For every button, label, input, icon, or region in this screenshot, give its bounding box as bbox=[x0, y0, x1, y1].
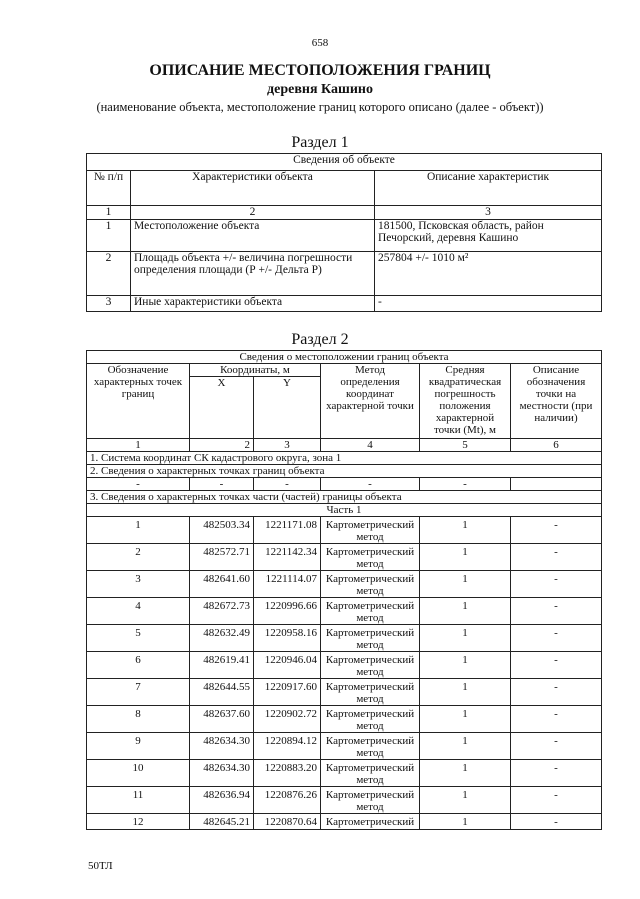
point-number: 8 bbox=[87, 706, 190, 733]
coord-y: 1220894.12 bbox=[254, 733, 321, 760]
precision: 1 bbox=[420, 517, 511, 544]
coord-x: 482644.55 bbox=[190, 679, 254, 706]
table-row bbox=[87, 220, 602, 252]
point-number: 12 bbox=[87, 814, 190, 830]
coord-x: 482619.41 bbox=[190, 652, 254, 679]
point-description: - bbox=[511, 517, 602, 544]
document-description: (наименование объекта, местоположение границ которого описано (далее - объект)) bbox=[96, 100, 544, 114]
method: Картометрический метод bbox=[321, 544, 420, 571]
coord-y: 1220902.72 bbox=[254, 706, 321, 733]
point-description: - bbox=[511, 706, 602, 733]
table-row bbox=[87, 571, 602, 598]
table-row bbox=[87, 814, 602, 830]
point-number: 7 bbox=[87, 679, 190, 706]
point-description: - bbox=[511, 679, 602, 706]
method: Картометрический метод bbox=[321, 706, 420, 733]
header-description: Описание характеристик bbox=[375, 171, 602, 206]
col-number: 2 bbox=[190, 439, 254, 452]
parts-header-row: 3. Сведения о характерных точках части (частей) границы объекта bbox=[87, 491, 602, 504]
precision: 1 bbox=[420, 625, 511, 652]
precision: 1 bbox=[420, 571, 511, 598]
coord-x: 482634.30 bbox=[190, 760, 254, 787]
row-num: 3 bbox=[87, 296, 131, 312]
dash-cell: - bbox=[87, 478, 190, 491]
col-number: 5 bbox=[420, 439, 511, 452]
precision: 1 bbox=[420, 706, 511, 733]
coord-x: 482645.21 bbox=[190, 814, 254, 830]
point-number: 2 bbox=[87, 544, 190, 571]
method: Картометрический bbox=[321, 814, 420, 830]
header-y: Y bbox=[254, 377, 321, 439]
col-number: 3 bbox=[375, 206, 602, 220]
footer-code: 50ТЛ bbox=[88, 860, 113, 872]
method: Картометрический метод bbox=[321, 679, 420, 706]
coord-x: 482637.60 bbox=[190, 706, 254, 733]
method: Картометрический метод bbox=[321, 733, 420, 760]
header-x: X bbox=[190, 377, 254, 439]
header-description: Описание обозначения точки на местности (при наличии) bbox=[511, 364, 602, 439]
table-row bbox=[87, 598, 602, 625]
point-number: 10 bbox=[87, 760, 190, 787]
points-body bbox=[87, 517, 602, 830]
precision: 1 bbox=[420, 733, 511, 760]
document-title: ОПИСАНИЕ МЕСТОПОЛОЖЕНИЯ ГРАНИЦ bbox=[149, 62, 491, 79]
coord-y: 1221142.34 bbox=[254, 544, 321, 571]
row-characteristic: Иные характеристики объекта bbox=[131, 296, 375, 312]
point-number: 11 bbox=[87, 787, 190, 814]
coord-x: 482634.30 bbox=[190, 733, 254, 760]
header-num: № п/п bbox=[87, 171, 131, 206]
point-description: - bbox=[511, 652, 602, 679]
precision: 1 bbox=[420, 787, 511, 814]
coord-y: 1221171.08 bbox=[254, 517, 321, 544]
method: Картометрический метод bbox=[321, 598, 420, 625]
table-row bbox=[87, 733, 602, 760]
coord-y: 1220958.16 bbox=[254, 625, 321, 652]
coord-system-row: 1. Система координат СК кадастрового округа, зона 1 bbox=[87, 452, 602, 465]
point-number: 9 bbox=[87, 733, 190, 760]
table-row bbox=[87, 706, 602, 733]
precision: 1 bbox=[420, 598, 511, 625]
part-label: Часть 1 bbox=[87, 504, 602, 517]
header-method: Метод определения координат характерной точки bbox=[321, 364, 420, 439]
point-description: - bbox=[511, 733, 602, 760]
section2-heading: Раздел 2 bbox=[291, 331, 349, 348]
table-row bbox=[87, 252, 602, 296]
row-characteristic: Площадь объекта +/- величина погрешности определения площади (Р +/- Дельта Р) bbox=[131, 252, 375, 296]
table-row bbox=[87, 679, 602, 706]
coord-y: 1220883.20 bbox=[254, 760, 321, 787]
precision: 1 bbox=[420, 652, 511, 679]
method: Картометрический метод bbox=[321, 517, 420, 544]
col-number: 4 bbox=[321, 439, 420, 452]
precision: 1 bbox=[420, 544, 511, 571]
col-number: 1 bbox=[87, 206, 131, 220]
point-description: - bbox=[511, 625, 602, 652]
coord-x: 482572.71 bbox=[190, 544, 254, 571]
document-subtitle: деревня Кашино bbox=[267, 82, 373, 97]
col-number: 6 bbox=[511, 439, 602, 452]
row-description: 257804 +/- 1010 м² bbox=[375, 252, 602, 296]
col-number: 2 bbox=[131, 206, 375, 220]
section1-table bbox=[86, 153, 602, 312]
coord-x: 482636.94 bbox=[190, 787, 254, 814]
table-row bbox=[87, 760, 602, 787]
dash-cell: - bbox=[420, 478, 511, 491]
point-number: 6 bbox=[87, 652, 190, 679]
coord-y: 1221114.07 bbox=[254, 571, 321, 598]
point-number: 3 bbox=[87, 571, 190, 598]
table-row bbox=[87, 544, 602, 571]
page-number: 658 bbox=[311, 37, 329, 49]
section1-heading: Раздел 1 bbox=[291, 134, 349, 151]
point-number: 1 bbox=[87, 517, 190, 544]
method: Картометрический метод bbox=[321, 760, 420, 787]
table-row bbox=[87, 296, 602, 312]
table-row bbox=[87, 652, 602, 679]
coord-y: 1220876.26 bbox=[254, 787, 321, 814]
header-precision: Средняя квадратическая погрешность положения характерной точки (Mt), м bbox=[420, 364, 511, 439]
col-number: 1 bbox=[87, 439, 190, 452]
col-number: 3 bbox=[254, 439, 321, 452]
header-coords: Координаты, м bbox=[190, 364, 321, 377]
table-row bbox=[87, 517, 602, 544]
coord-y: 1220917.60 bbox=[254, 679, 321, 706]
point-description: - bbox=[511, 787, 602, 814]
coord-x: 482672.73 bbox=[190, 598, 254, 625]
coord-x: 482503.34 bbox=[190, 517, 254, 544]
dash-cell: - bbox=[190, 478, 254, 491]
row-num: 1 bbox=[87, 220, 131, 252]
dash-cell bbox=[511, 478, 602, 491]
section1-caption: Сведения об объекте bbox=[87, 154, 602, 171]
precision: 1 bbox=[420, 760, 511, 787]
method: Картометрический метод bbox=[321, 787, 420, 814]
point-description: - bbox=[511, 814, 602, 830]
dash-row bbox=[87, 478, 602, 491]
coord-x: 482641.60 bbox=[190, 571, 254, 598]
method: Картометрический метод bbox=[321, 571, 420, 598]
section2-caption: Сведения о местоположении границ объекта bbox=[87, 351, 602, 364]
points-header-row: 2. Сведения о характерных точках границ объекта bbox=[87, 465, 602, 478]
precision: 1 bbox=[420, 679, 511, 706]
dash-cell: - bbox=[254, 478, 321, 491]
table-row bbox=[87, 787, 602, 814]
coord-x: 482632.49 bbox=[190, 625, 254, 652]
precision: 1 bbox=[420, 814, 511, 830]
point-description: - bbox=[511, 544, 602, 571]
point-number: 4 bbox=[87, 598, 190, 625]
row-characteristic: Местоположение объекта bbox=[131, 220, 375, 252]
section2-table bbox=[86, 350, 602, 830]
header-characteristic: Характеристики объекта bbox=[131, 171, 375, 206]
header-point: Обозначение характерных точек границ bbox=[87, 364, 190, 439]
row-description: 181500, Псковская область, район Печорский, деревня Кашино bbox=[375, 220, 602, 252]
point-description: - bbox=[511, 760, 602, 787]
method: Картометрический метод bbox=[321, 652, 420, 679]
row-description: - bbox=[375, 296, 602, 312]
row-num: 2 bbox=[87, 252, 131, 296]
point-number: 5 bbox=[87, 625, 190, 652]
coord-y: 1220946.04 bbox=[254, 652, 321, 679]
coord-y: 1220996.66 bbox=[254, 598, 321, 625]
table-row bbox=[87, 625, 602, 652]
method: Картометрический метод bbox=[321, 625, 420, 652]
coord-y: 1220870.64 bbox=[254, 814, 321, 830]
point-description: - bbox=[511, 598, 602, 625]
point-description: - bbox=[511, 571, 602, 598]
dash-cell: - bbox=[321, 478, 420, 491]
